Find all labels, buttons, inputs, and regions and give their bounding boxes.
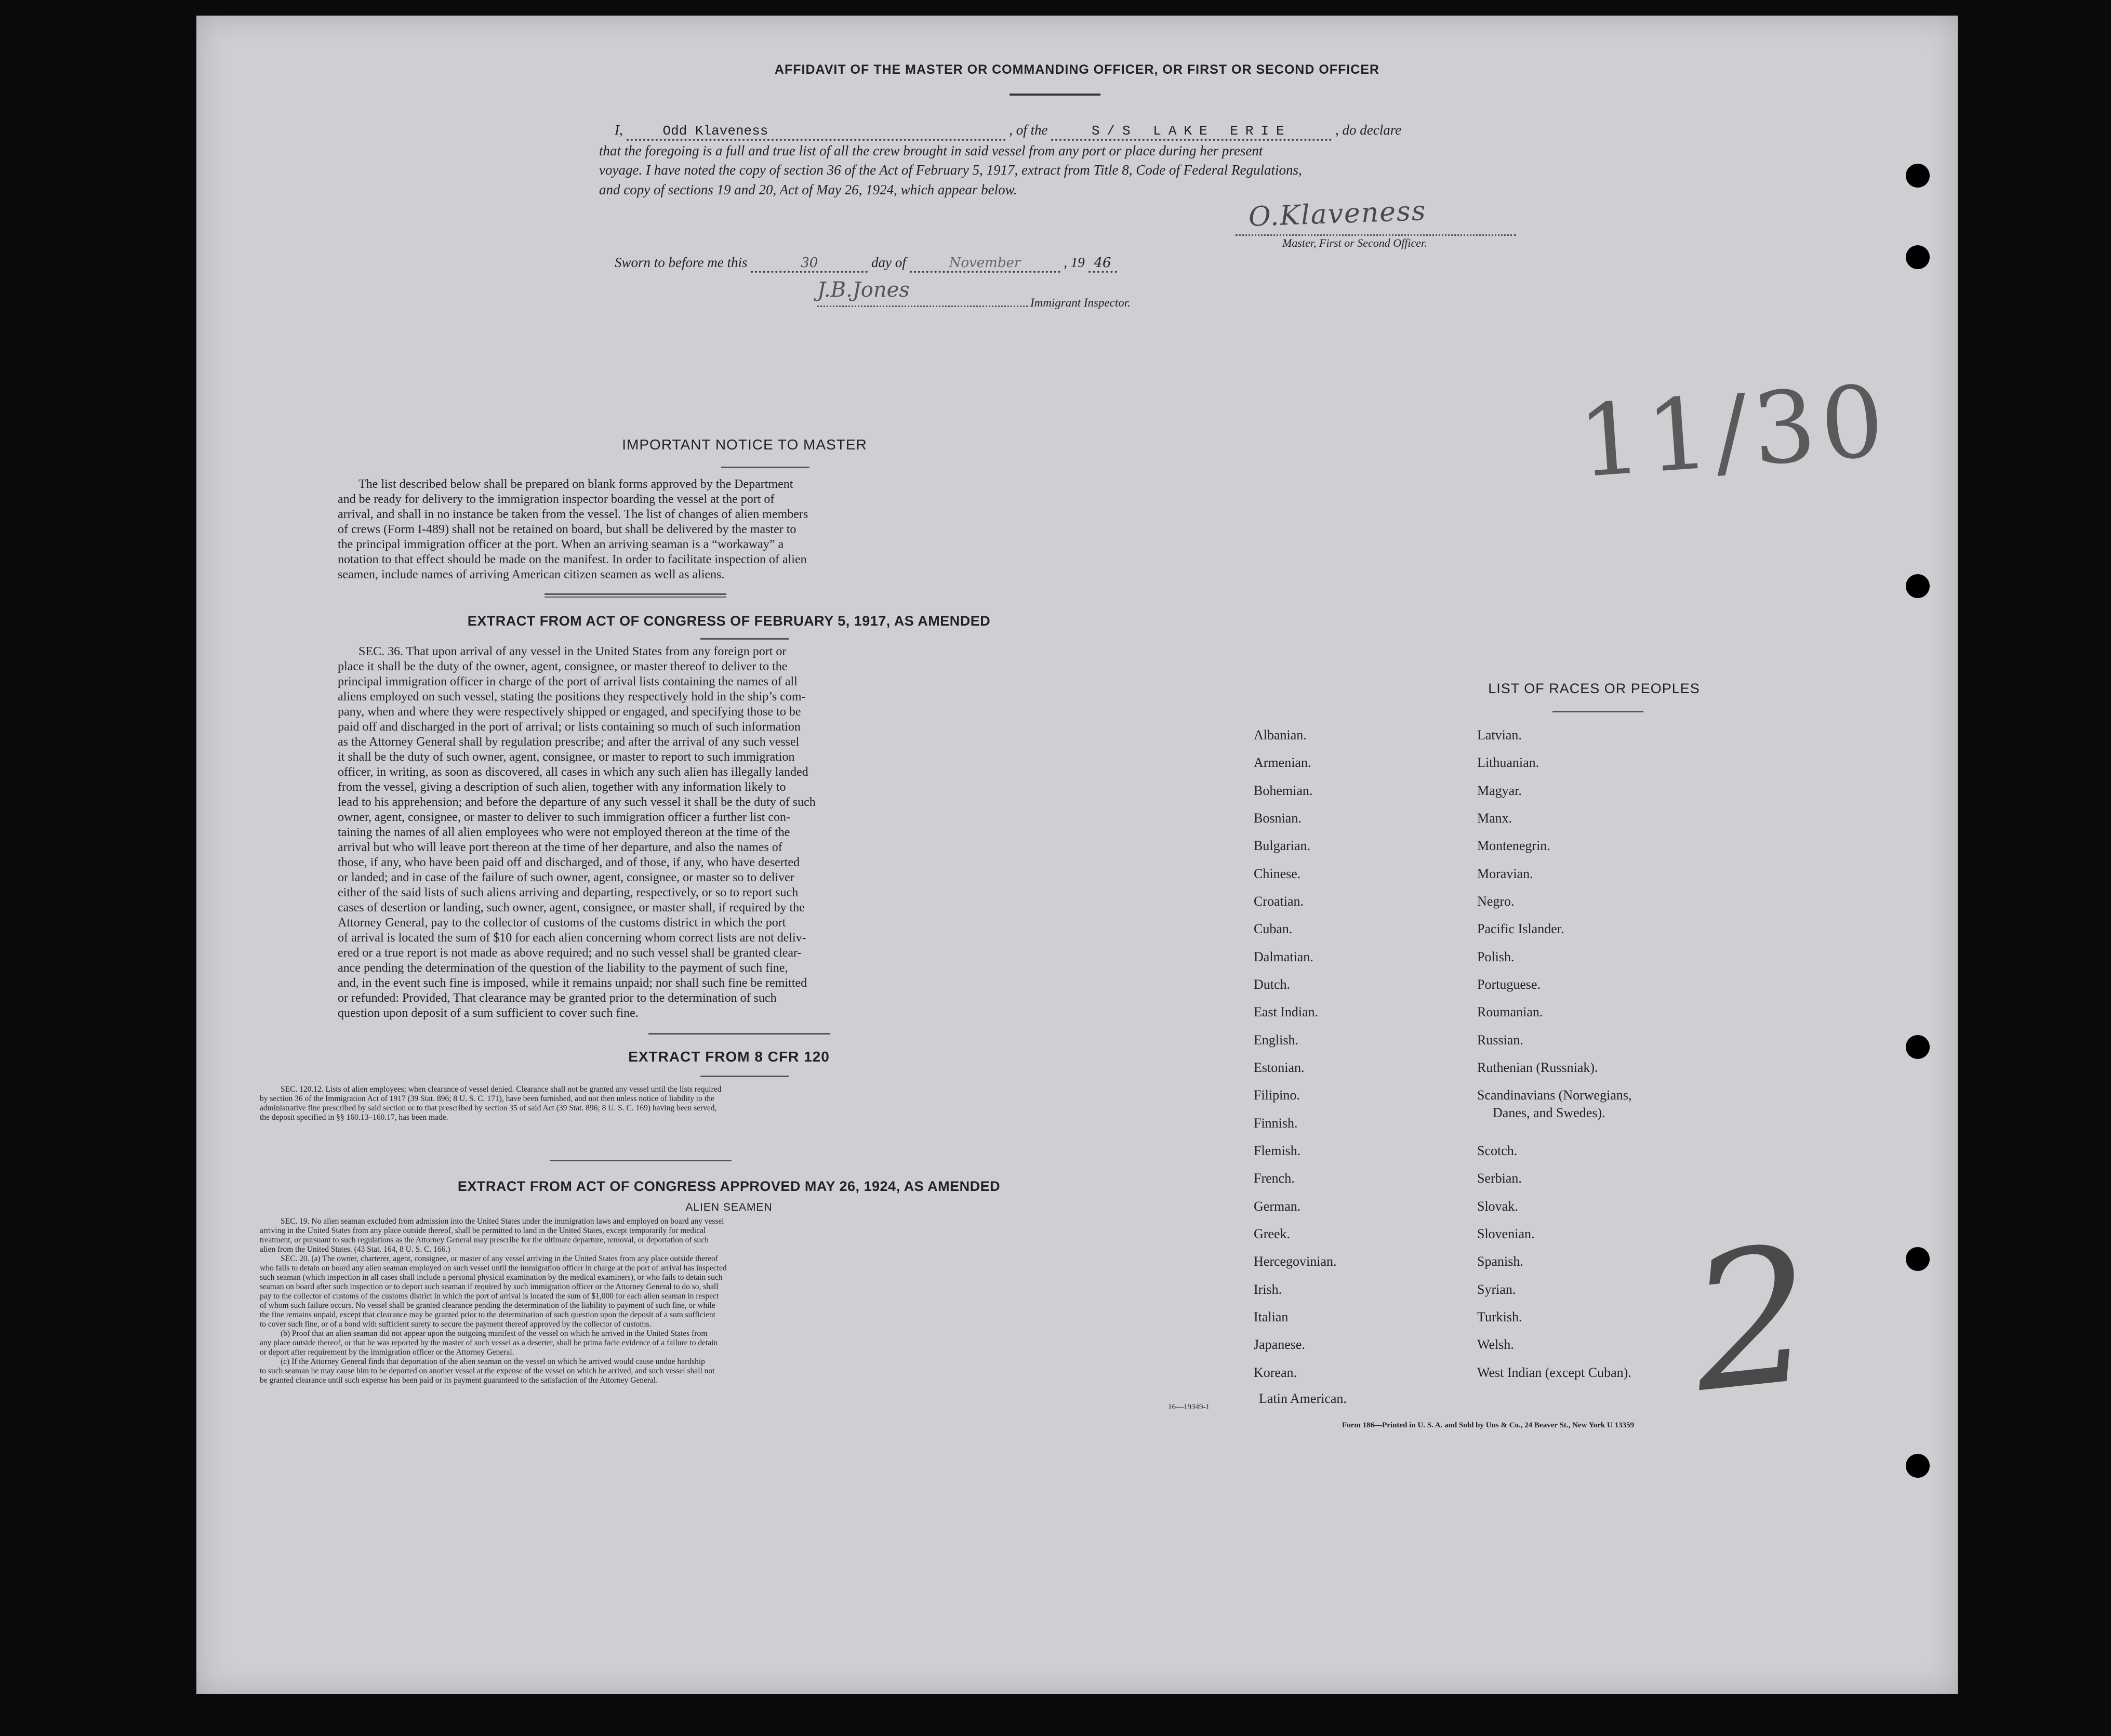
handwritten-page-number: 2 <box>1681 1205 1823 1434</box>
race-item: Latin American. <box>1259 1391 1347 1406</box>
extract-cfr-line: by section 36 of the Immigration Act of 1917 (39 Stat. 896; 8 U. S. C. 171), have been furnished, and not then unless notice of liability to the <box>260 1094 714 1103</box>
affidavit-line1 <box>615 122 1773 141</box>
extract-1917-line: owner, agent, consignee, or master to deliver to such immigration officer a further list con- <box>338 811 790 824</box>
sworn-month-field: November <box>910 255 1060 273</box>
extract-1924-line: to such seaman he may cause him to be deported on another vessel at the expense of the vessel on which he arrived, and such vessel shall not <box>260 1367 715 1375</box>
extract-1917-line: either of the said lists of such aliens arriving and departing, respectively, or so to report such <box>338 886 799 899</box>
race-item: Hercegovinian. <box>1254 1254 1337 1269</box>
race-item: West Indian (except Cuban). <box>1477 1365 1631 1380</box>
handwritten-date-note: 11/30 <box>1575 363 1893 500</box>
extract-1917-line: and, in the event such fine is imposed, while it remains unpaid; nor shall such fine be remitted <box>338 976 807 990</box>
vessel-name-field: S/S LAKE ERIE <box>1051 123 1332 141</box>
extract-cfr-line: SEC. 120.12. Lists of alien employees; when clearance of vessel denied. Clearance shall not be granted any vessel until the lists required <box>281 1085 722 1094</box>
race-item: Moravian. <box>1477 866 1533 881</box>
extract-1917-rule <box>700 638 789 640</box>
extract-1924-line: of whom such failure occurs. No vessel shall be granted clearance pending the determination of the liability to payment of such fine, or while <box>260 1301 715 1310</box>
day-of-text: day of <box>871 255 906 270</box>
extract-1917-heading: EXTRACT FROM ACT OF CONGRESS OF FEBRUARY 5, 1917, AS AMENDED <box>467 613 991 629</box>
inspector-caption: Immigrant Inspector. <box>1030 296 1131 309</box>
extract-cfr-heading: EXTRACT FROM 8 CFR 120 <box>628 1049 830 1065</box>
extract-1917-line: paid off and discharged in the port of arrival; or lists containing so much of such information <box>338 720 801 734</box>
extract-1917-line: arrival but who will leave port thereon at the time of her departure, and also the names of <box>338 841 782 854</box>
title-rule <box>1010 94 1100 96</box>
sworn-line <box>615 255 1117 273</box>
race-item: Spanish. <box>1477 1254 1523 1269</box>
race-item: Dalmatian. <box>1254 949 1313 964</box>
punch-hole <box>1906 1035 1930 1059</box>
extract-1924-line: be granted clearance until such expense has been paid or its payment guaranteed to the satisfaction of the Attorney General. <box>260 1376 658 1385</box>
extract-1917-line: Attorney General, pay to the collector of customs of the customs district in which the port <box>338 916 786 930</box>
race-item: Bohemian. <box>1254 783 1313 798</box>
race-item: Finnish. <box>1254 1116 1298 1131</box>
section-divider <box>550 1160 732 1161</box>
race-item: Turkish. <box>1477 1309 1522 1324</box>
race-item: Scotch. <box>1477 1143 1518 1158</box>
section-divider <box>648 1033 830 1035</box>
master-signature-line <box>1236 233 1516 236</box>
extract-1924-line: treatment, or pursuant to such regulations as the Attorney General may prescribe for the ultimate departure, removal, or deportation of such <box>260 1236 709 1244</box>
race-item: Negro. <box>1477 894 1515 909</box>
affidavit-title: AFFIDAVIT OF THE MASTER OR COMMANDING OFFICER, OR FIRST OR SECOND OFFICER <box>774 62 1380 77</box>
race-item: Dutch. <box>1254 977 1291 992</box>
extract-1924-heading: EXTRACT FROM ACT OF CONGRESS APPROVED MAY 26, 1924, AS AMENDED <box>457 1178 1001 1194</box>
race-item: Bosnian. <box>1254 811 1302 826</box>
notice-line: notation to that effect should be made on the manifest. In order to facilitate inspection of alien <box>338 553 807 566</box>
race-item: Danes, and Swedes). <box>1493 1105 1605 1120</box>
race-item: Cuban. <box>1254 921 1293 936</box>
extract-1917-line: from the vessel, giving a description of such alien, together with any information likely to <box>338 780 786 794</box>
race-item: Chinese. <box>1254 866 1301 881</box>
notice-heading: IMPORTANT NOTICE TO MASTER <box>622 436 867 453</box>
affidavit-of-the: , of the <box>1009 122 1048 138</box>
inspector-signature-line <box>817 304 1028 307</box>
section-divider <box>545 597 726 598</box>
notice-line: the principal immigration officer at the port. When an arriving seaman is a “workaway” a <box>338 538 784 551</box>
race-item: Serbian. <box>1477 1171 1522 1186</box>
form-code: 16—19349-1 <box>1168 1403 1210 1411</box>
race-item: Welsh. <box>1477 1337 1514 1352</box>
race-item: Croatian. <box>1254 894 1304 909</box>
race-item: Latvian. <box>1477 727 1522 743</box>
extract-1924-line: seaman on board after such inspection or to deport such seaman if required by such immigration officer or the Attorney General to do so, shall <box>260 1282 719 1291</box>
notice-heading-rule <box>721 467 809 468</box>
affidavit-do-declare: , do declare <box>1335 122 1402 138</box>
race-item: Portuguese. <box>1477 977 1541 992</box>
races-heading: LIST OF RACES OR PEOPLES <box>1488 681 1700 696</box>
punch-hole <box>1906 574 1930 598</box>
race-item: Slovenian. <box>1477 1226 1535 1241</box>
race-item: Italian <box>1254 1309 1289 1324</box>
race-item: Greek. <box>1254 1226 1291 1241</box>
extract-1924-line: SEC. 19. No alien seaman excluded from admission into the United States under the immigration laws and employed on board any vessel <box>281 1217 724 1226</box>
extract-cfr-line: the deposit specified in §§ 160.13–160.17, has been made. <box>260 1113 448 1122</box>
notice-line: of crews (Form I-489) shall not be retained on board, but shall be delivered by the master to <box>338 523 796 536</box>
race-item: Magyar. <box>1477 783 1522 798</box>
form-footer: Form 186—Printed in U. S. A. and Sold by Uns & Co., 24 Beaver St., New York U 13359 <box>1342 1421 1635 1429</box>
race-item: Estonian. <box>1254 1060 1305 1075</box>
race-item: Montenegrin. <box>1477 838 1550 853</box>
extract-1924-line: (c) If the Attorney General finds that deportation of the alien seaman on the vessel on which he arrived would cause undue hardship <box>281 1357 705 1366</box>
master-signature: O.Klaveness <box>1248 195 1427 233</box>
extract-1924-line: such seaman (which inspection in all cases shall include a personal physical examination by the medical examiners), or who fails to detain such <box>260 1273 723 1282</box>
extract-1924-line: pay to the collector of customs of the customs district in which the port of arrival is located the sum of $1,000 for each alien seaman in respect <box>260 1292 719 1301</box>
extract-1924-line: who fails to detain on board any alien seaman employed on such vessel until the immigration officer in charge at the port of arrival has inspected <box>260 1264 727 1273</box>
sworn-year-field: 46 <box>1088 255 1117 273</box>
race-item: Bulgarian. <box>1254 838 1311 853</box>
race-item: Polish. <box>1477 949 1515 964</box>
section-divider <box>545 593 726 595</box>
race-item: Pacific Islander. <box>1477 921 1564 936</box>
affidavit-line2: that the foregoing is a full and true list of all the crew brought in said vessel from any port or place during her present <box>599 143 1263 158</box>
punch-hole <box>1906 1454 1930 1478</box>
race-item: German. <box>1254 1199 1301 1214</box>
race-item: Flemish. <box>1254 1143 1301 1158</box>
extract-1917-line: question upon deposit of a sum sufficient to cover such fine. <box>338 1006 639 1020</box>
extract-1924-line: alien from the United States. (43 Stat. 164, 8 U. S. C. 166.) <box>260 1245 450 1254</box>
extract-1917-line: officer, in writing, as soon as discovered, all cases in which any such alien has illegally landed <box>338 765 808 779</box>
extract-1924-line: to cover such fine, or of a bond with sufficient surety to secure the payment thereof approved by the collector of customs. <box>260 1320 652 1329</box>
extract-1924-line: any place outside thereof, or that he was reported by the master of such vessel as a deserter, shall be prima facie evidence of a failure to detain <box>260 1339 718 1347</box>
race-item: Russian. <box>1477 1032 1523 1048</box>
master-name-field: Odd Klaveness <box>627 123 1006 141</box>
race-item: English. <box>1254 1032 1298 1048</box>
punch-hole <box>1906 164 1930 188</box>
extract-1924-subheading: ALIEN SEAMEN <box>685 1201 773 1213</box>
year-prefix: , 19 <box>1064 255 1085 270</box>
extract-1917-line: those, if any, who have been paid off and discharged, and of those, if any, who have deserted <box>338 856 800 869</box>
extract-1924-line: SEC. 20. (a) The owner, charterer, agent, consignee, or master of any vessel arriving in the United States from any place outside thereof <box>281 1254 719 1263</box>
race-item: Irish. <box>1254 1282 1282 1297</box>
punch-hole <box>1906 245 1930 269</box>
race-item: Scandinavians (Norwegians, <box>1477 1088 1632 1103</box>
extract-1924-line: (b) Proof that an alien seaman did not appear upon the outgoing manifest of the vessel on which he arrived in the United States from <box>281 1329 708 1338</box>
extract-1917-line: lead to his apprehension; and before the departure of any such vessel it shall be the duty of such <box>338 796 816 809</box>
notice-body <box>338 477 1127 582</box>
extract-1917-line: as the Attorney General shall by regulation prescribe; and after the arrival of any such vessel <box>338 735 800 749</box>
extract-cfr-rule <box>700 1076 789 1077</box>
master-signature-caption: Master, First or Second Officer. <box>1282 236 1427 249</box>
punch-hole <box>1906 1247 1930 1271</box>
extract-1917-line: taining the names of all alien employees who were not employed thereon at the time of the <box>338 826 790 839</box>
races-heading-rule <box>1552 711 1643 712</box>
extract-1917-line: ered or a true report is not made as above required; and no such vessel shall be granted clear- <box>338 946 802 960</box>
race-item: Syrian. <box>1477 1282 1516 1297</box>
extract-1924-line: or deport after requirement by the immigration officer or the Attorney General. <box>260 1348 514 1357</box>
extract-1924-line: arriving in the United States from any place outside thereof, shall be permitted to land in the United States, except temporarily for medical <box>260 1226 706 1235</box>
extract-1917-body <box>338 644 1127 1021</box>
inspector-signature: J.B.Jones <box>817 278 910 302</box>
affidavit-line4: and copy of sections 19 and 20, Act of May 26, 1924, which appear below. <box>599 182 1017 197</box>
race-item: Lithuanian. <box>1477 755 1539 770</box>
extract-1917-line: SEC. 36. That upon arrival of any vessel in the United States from any foreign port or <box>359 645 787 658</box>
race-item: Japanese. <box>1254 1337 1305 1352</box>
race-item: French. <box>1254 1171 1295 1186</box>
race-item: Korean. <box>1254 1365 1297 1380</box>
notice-line: The list described below shall be prepared on blank forms approved by the Department <box>359 478 793 491</box>
extract-1917-line: of arrival is located the sum of $10 for each alien concerning whom correct lists are not deliv- <box>338 931 806 945</box>
extract-1917-line: pany, when and where they were respectively shipped or engaged, and specifying those to be <box>338 705 801 719</box>
extract-1917-line: cases of desertion or landing, such owner, agent, consignee, or master shall, if required by the <box>338 901 805 915</box>
extract-1917-line: aliens employed on such vessel, stating the positions they respectively hold in the ship’s com- <box>338 690 806 704</box>
race-item: Armenian. <box>1254 755 1311 770</box>
race-item: Ruthenian (Russniak). <box>1477 1060 1598 1075</box>
race-item: Manx. <box>1477 811 1512 826</box>
affidavit-i: I, <box>615 122 623 138</box>
race-item: Slovak. <box>1477 1199 1518 1214</box>
document-page <box>196 16 1958 1694</box>
extract-1917-line: ance pending the determination of the question of the liability to the payment of such fine, <box>338 961 788 975</box>
sworn-day-field: 30 <box>751 255 868 273</box>
race-item: Filipino. <box>1254 1088 1300 1103</box>
extract-1917-line: it shall be the duty of such owner, agent, consignee, or master to report to such immigration <box>338 750 795 764</box>
notice-line: and be ready for delivery to the immigration inspector boarding the vessel at the port of <box>338 493 775 506</box>
extract-1917-line: or landed; and in case of the failure of such owner, agent, consignee, or master so to deliver <box>338 871 794 884</box>
affidavit-line3: voyage. I have noted the copy of section 36 of the Act of February 5, 1917, extract from Title 8, Code of Federal Regulations, <box>599 162 1302 178</box>
sworn-text: Sworn to before me this <box>615 255 748 270</box>
extract-1917-line: or refunded: Provided, That clearance may be granted prior to the determination of such <box>338 991 777 1005</box>
race-item: Roumanian. <box>1477 1004 1543 1019</box>
extract-cfr-line: administrative fine prescribed by said section or to that prescribed by section 35 of said Act (39 Stat. 896; 8 U. S. C. 169) having been served, <box>260 1104 717 1112</box>
extract-1924-line: the fine remains unpaid, except that clearance may be granted prior to the determination of such question upon the deposit of a sum sufficient <box>260 1310 715 1319</box>
extract-1924-body <box>260 1217 1211 1385</box>
race-item: East Indian. <box>1254 1004 1319 1019</box>
notice-line: seamen, include names of arriving American citizen seamen as well as aliens. <box>338 568 725 581</box>
extract-1917-line: principal immigration officer in charge of the port of arrival lists containing the names of all <box>338 675 798 688</box>
extract-1917-line: place it shall be the duty of the owner, agent, consignee, or master thereof to deliver to the <box>338 660 788 673</box>
extract-cfr-body <box>260 1085 1211 1122</box>
race-item: Albanian. <box>1254 727 1307 743</box>
notice-line: arrival, and shall in no instance be taken from the vessel. The list of changes of alien members <box>338 508 808 521</box>
